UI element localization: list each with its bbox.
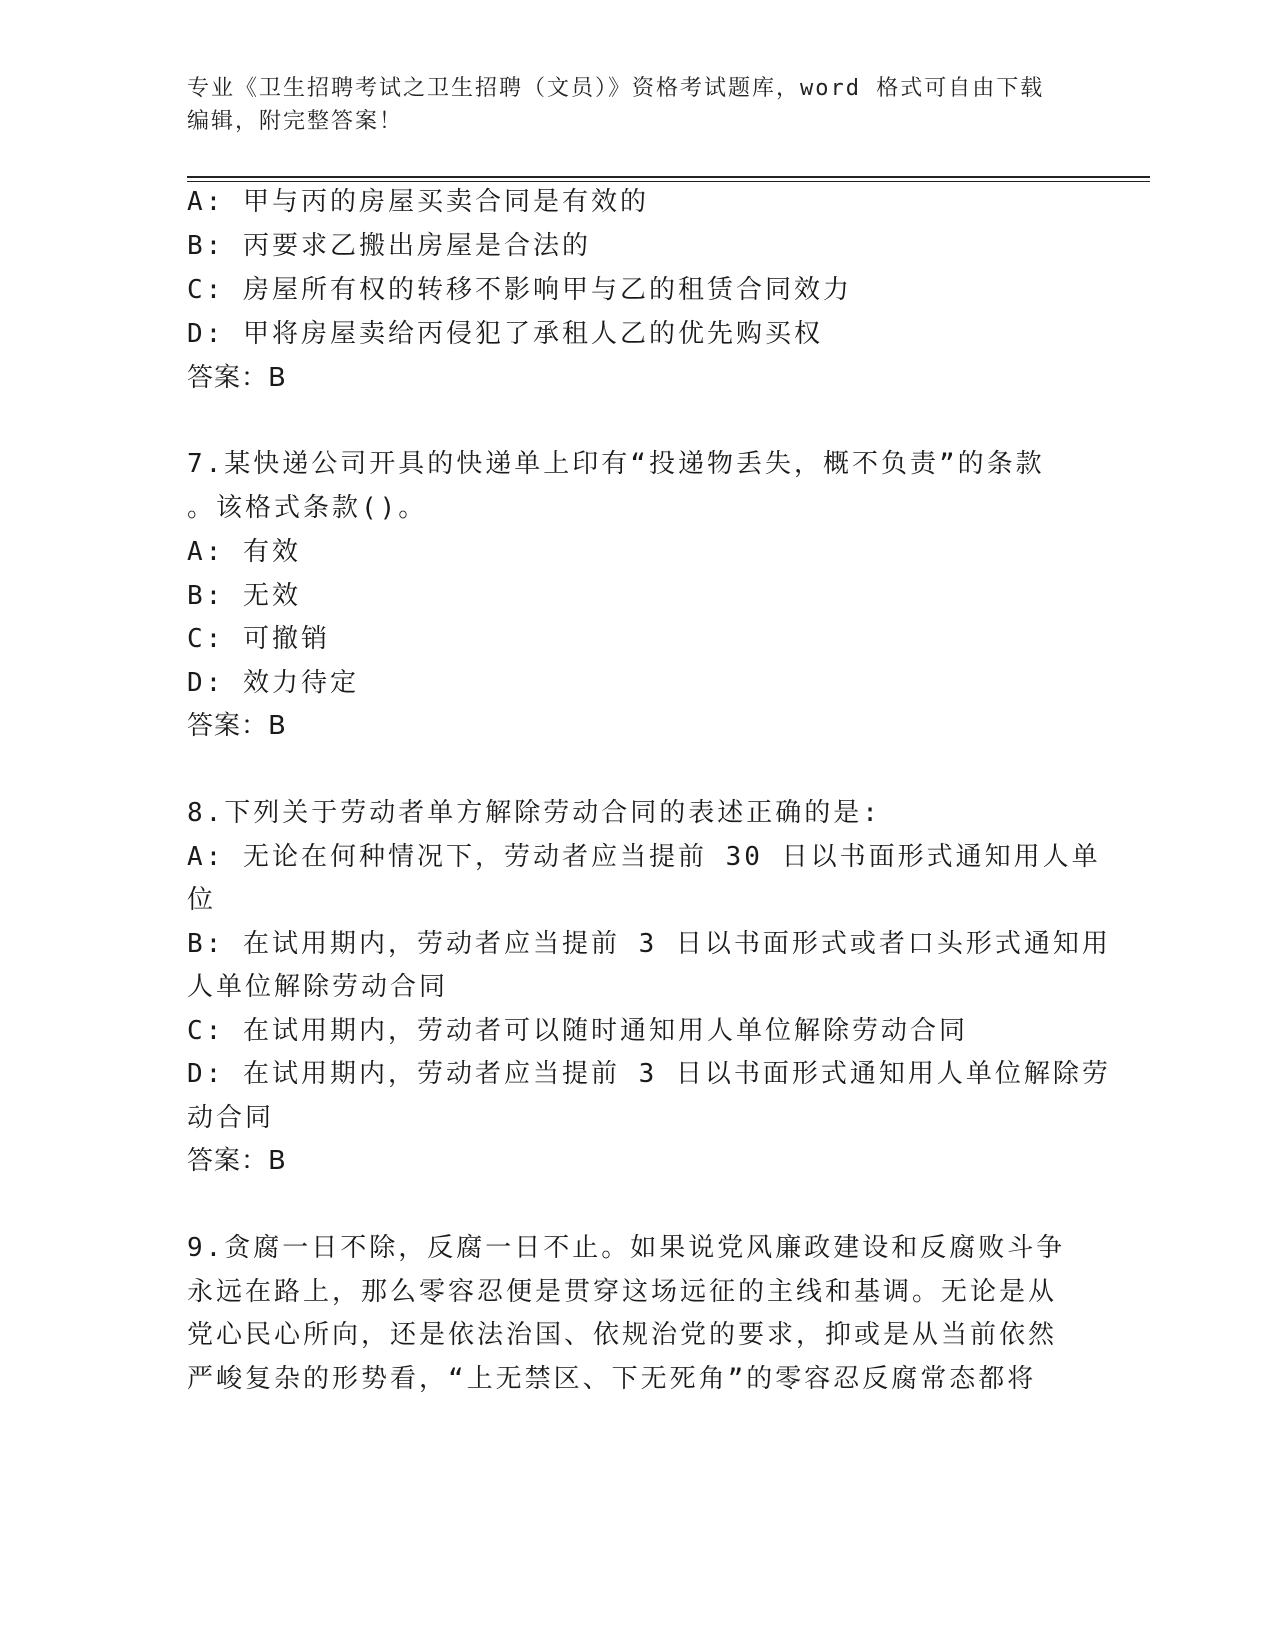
q8-option-d-line-1: D: 在试用期内，劳动者应当提前 3 日以书面形式通知用人单位解除劳: [187, 1059, 1111, 1089]
q7-option-d: D: 效力待定: [187, 668, 359, 698]
q7-option-b: B: 无效: [187, 581, 301, 611]
q7-stem-line-2: 。该格式条款()。: [187, 493, 428, 523]
q8-stem-line-1: 8.下列关于劳动者单方解除劳动合同的表述正确的是:: [187, 798, 881, 828]
q6-option-d: D: 甲将房屋卖给丙侵犯了承租人乙的优先购买权: [187, 319, 823, 349]
q8-option-b-line-1: B: 在试用期内，劳动者应当提前 3 日以书面形式或者口头形式通知用: [187, 929, 1111, 959]
q7-stem-line-1: 7.某快递公司开具的快递单上印有“投递物丢失，概不负责”的条款: [187, 449, 1045, 479]
q9-stem-line-2: 永远在路上，那么零容忍便是贯穿这场远征的主线和基调。无论是从: [187, 1277, 1058, 1307]
q9-stem-line-3: 党心民心所向，还是依法治国、依规治党的要求，抑或是从当前依然: [187, 1320, 1058, 1350]
q8-option-a-line-2: 位: [187, 885, 217, 915]
q6-option-c: C: 房屋所有权的转移不影响甲与乙的租赁合同效力: [187, 275, 852, 305]
q8-option-c: C: 在试用期内，劳动者可以随时通知用人单位解除劳动合同: [187, 1016, 968, 1046]
header-divider-thin: [187, 181, 1150, 182]
header-line-2: 编辑，附完整答案！: [187, 109, 404, 134]
header-line-1: 专业《卫生招聘考试之卫生招聘（文员）》资格考试题库，word 格式可自由下载: [187, 76, 1045, 101]
q8-answer: 答案：B: [187, 1146, 287, 1176]
q6-option-a: A: 甲与丙的房屋买卖合同是有效的: [187, 187, 649, 217]
q7-option-a: A: 有效: [187, 537, 301, 567]
document-header: [187, 72, 1077, 138]
q8-option-b-line-2: 人单位解除劳动合同: [187, 972, 449, 1002]
q8-option-d-line-2: 动合同: [187, 1103, 275, 1133]
header-divider-thick: [187, 176, 1150, 178]
q9-stem-line-4: 严峻复杂的形势看，“上无禁区、下无死角”的零容忍反腐常态都将: [187, 1364, 1037, 1394]
q6-option-b: B: 丙要求乙搬出房屋是合法的: [187, 231, 591, 261]
q7-option-c: C: 可撤销: [187, 624, 330, 654]
q9-stem-line-1: 9.贪腐一日不除，反腐一日不止。如果说党风廉政建设和反腐败斗争: [187, 1233, 1066, 1263]
q7-answer: 答案：B: [187, 711, 287, 741]
q6-answer: 答案：B: [187, 363, 287, 393]
q8-option-a-line-1: A: 无论在何种情况下，劳动者应当提前 30 日以书面形式通知用人单: [187, 842, 1101, 872]
